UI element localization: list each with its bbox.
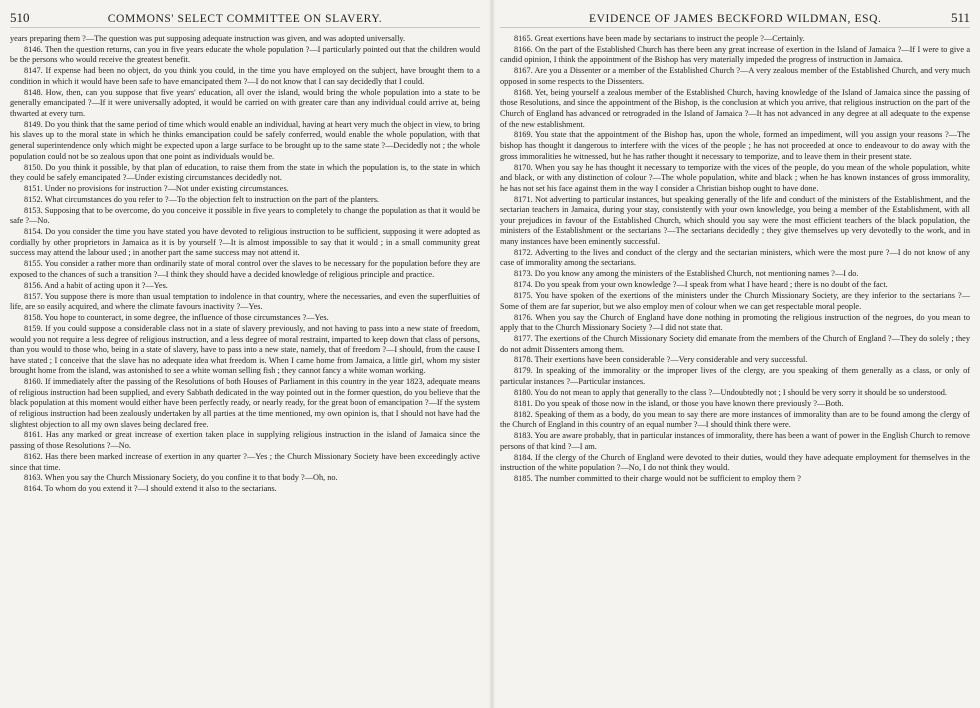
paragraph: 8179. In speaking of the immorality or the improper lives of the clergy, are you speaking of them generally as a class, or only of particular instances ?—Particular instances.	[500, 366, 970, 386]
right-page	[500, 10, 970, 704]
right-running-title: EVIDENCE OF JAMES BECKFORD WILDMAN, ESQ.	[589, 13, 882, 25]
paragraph: 8181. Do you speak of those now in the island, or those you have known there previously ?—Both.	[514, 398, 844, 408]
paragraph: 8151. Under no provisions for instruction ?—Not under existing circumstances.	[24, 184, 289, 193]
paragraph: 8150. Do you think it possible, by that plan of education, to raise them from the state in which the population is, to the state in which they could be safely emancipated ?—Under existing circumstances decidedly not.	[10, 162, 480, 183]
paragraph: 8159. If you could suppose a considerable class not in a state of slavery previously, and not having to pass into a new state of freedom, would you not require a less degree of religious instruction, and a less degree of moral restraint, imparted to keep down that class of persons, than you would to those who, being in a state of slavery, have to pass into a new state, namely, that of freedom ?—I should, from the cause I have stated ; I conceive that the slave has no adequate idea what freedom is. When I came home from Jamaica, a little girl, whom my sister brought home from the island, was astonished to see a white woman selling fish ; they cannot fancy a white woman working.	[10, 324, 480, 376]
left-page	[10, 10, 480, 704]
paragraph: 8165. Great exertions have been made by sectarians to instruct the people ?—Certainly.	[514, 34, 805, 43]
paragraph: 8172. Adverting to the lives and conduct of the clergy and the sectarian ministers, which were the most pure ?—I do not know of any case of immorality among the sectarians.	[500, 247, 970, 268]
right-running-head	[500, 10, 970, 28]
paragraph: 8184. If the clergy of the Church of England were devoted to their duties, would they have adequate employment for themselves in the instruction of the white population ?—No, I do not think they would.	[500, 452, 970, 473]
paragraph: 8146. Then the question returns, can you in five years educate the whole population ?—I particularly pointed out that the children would be the persons who would receive the greatest benefit.	[10, 44, 480, 65]
paragraph: 8178. Their exertions have been considerable ?—Very considerable and very successful.	[514, 355, 808, 365]
paragraph: 8166. On the part of the Established Church has there been any great increase of exertion in the Island of Jamaica ?—If I were to give a candid opinion, I think the appointment of the Bishop has very materially impeded the progress of instruction in Jamaica.	[500, 44, 970, 65]
paragraph: 8162. Has there been marked increase of exertion in any quarter ?—Yes ; the Church Missionary Society have been exceedingly active since that time.	[10, 451, 480, 472]
paragraph: 8148. How, then, can you suppose that five years' education, all over the island, would bring the whole population into a state to be generally emancipated ?—If it were universally adopted, it would be carried on with greater care than any individual could arrive at, being thwarted at every turn.	[10, 87, 480, 118]
paragraph: 8171. Not adverting to particular instances, but speaking generally of the life and conduct of the ministers of the Establishment, and the sectarian teachers in Jamaica, during your stay, consistently with your own knowledge, you being a member of the Establishment, with all your prejudices in favour of the Established Church, which should you say were the most efficient teachers of the black population, the ministers of the Establishment or the sectarians ?—The sectarians decidedly ; they give themselves up very devotedly to the work, and in many instances have been eminently successful.	[500, 194, 970, 246]
paragraph: 8156. And a habit of acting upon it ?—Yes.	[24, 280, 168, 290]
paragraph: 8158. You hope to counteract, in some degree, the influence of those circumstances ?—Yes.	[24, 313, 329, 323]
paragraph: 8177. The exertions of the Church Missionary Society did emanate from the members of the Church of England ?—They do solely ; they do not admit Dissenters among them.	[500, 334, 970, 354]
paragraph: 8163. When you say the Church Missionary Society, do you confine it to that body ?—Oh, no.	[24, 473, 338, 483]
paragraph: 8161. Has any marked or great increase of exertion taken place in supplying religious instruction in the island of Jamaica since the passing of those Resolutions ?—No.	[10, 430, 480, 451]
paragraph: 8153. Supposing that to be overcome, do you conceive it possible in five years to completely to change the population as that it would be safe ?—No.	[10, 205, 480, 226]
left-running-title: COMMONS' SELECT COMMITTEE ON SLAVERY.	[107, 13, 383, 25]
paragraph: 8147. If expense had been no object, do you think you could, in the time you have employed on the subject, have brought them to a condition in which it would have been safe to have emancipated them ?—I do not know that I can say decidedly that I could.	[10, 66, 480, 86]
paragraph: 8157. You suppose there is more than usual temptation to indolence in that country, where the necessaries, and even the superfluities of life, are so easily acquired, and where the climate favours inactivity ?—Yes.	[10, 291, 480, 312]
paragraph: 8164. To whom do you extend it ?—I should extend it also to the sectarians.	[24, 484, 277, 494]
right-page-number: 511	[950, 10, 970, 25]
right-page-body	[500, 34, 970, 485]
page-gutter	[489, 0, 495, 708]
paragraph: 8185. The number committed to their charge would not be sufficient to employ them ?	[514, 474, 801, 484]
paragraph: 8149. Do you think that the same period of time which would enable an individual, having at heart very much the object in view, to bring his slaves up to the moral state in which he thinks emancipation could be safely conferred, would enable the whole population, with that general superintendence only which might be expected upon a large surface to be brought up to the same state ?—Decidedly not ; the whole population could not be so zealous upon that one point as individuals would be.	[10, 119, 480, 161]
paragraph: 8168. Yet, being yourself a zealous member of the Established Church, having knowledge of the Island of Jamaica since the passing of those Resolutions, and since the appointment of the Bishop, is the conclusion at which you arrive, that religious instruction on the part of the Church of England has advanced or retrograded in the Island of Jamaica ?—It has not advanced in any degree at all adequate to the expense of the new establishment.	[500, 87, 970, 129]
paragraph: 8154. Do you consider the time you have stated you have devoted to religious instruction to be sufficient, supposing it were adopted as cordially by other proprietors in Jamaica as it is by yourself ?—It is almost impossible to say that it would ; in a small community great success may attend the labour used ; in another part the same success may not attend it.	[10, 227, 480, 258]
paragraph: 8174. Do you speak from your own knowledge ?—I speak from what I have heard ; there is no doubt of the fact.	[514, 280, 888, 290]
left-page-body	[10, 34, 480, 495]
paragraph: 8170. When you say he has thought it necessary to temporize with the vices of the people, do you mean of the whole population, white and black, or with any distinction of colour ?—The whole population, white and black ; when he has known instances of gross immorality, he has not set his face against them in the way I consider a Christian bishop ought to have done.	[500, 162, 970, 193]
paragraph: 8182. Speaking of them as a body, do you mean to say there are more instances of immorality than are to be found among the clergy of the Church of England in this country of an equal number ?—I should think there were.	[500, 409, 970, 430]
paragraph: 8155. You consider a rather more than ordinarily state of moral control over the slaves to be necessary for the population before they are exposed to the chances of such a transition ?—I think they should have a decided knowledge of religious principle and practice.	[10, 259, 480, 279]
paragraph: 8169. You state that the appointment of the Bishop has, upon the whole, formed an impediment, will you assign your reasons ?—The bishop has thought it dangerous to interfere with the vices of the people ; he has not proceeded at once to endeavour to do away with the gross immoralities he witnessed, but he has rather thought it necessary to temporize, and to leave them in their present state.	[500, 130, 970, 161]
paragraph: years preparing them ?—The question was put supposing adequate instruction was given, and was adopted universally.	[10, 34, 406, 43]
paragraph: 8180. You do not mean to apply that generally to the class ?—Undoubtedly not ; I should be very sorry it should be so understood.	[514, 387, 947, 397]
paragraph: 8175. You have spoken of the exertions of the ministers under the Church Missionary Society, are they inferior to the sectarians ?—Some of them are far superior, but we also employ men of colour when we can get respectable moral people.	[500, 291, 970, 311]
left-running-head	[10, 10, 480, 28]
paragraph: 8176. When you say the Church of England have done nothing in promoting the religious instruction of the negroes, do you mean to apply that to the Church Missionary Society ?—I did not state that.	[500, 312, 970, 333]
paragraph: 8160. If immediately after the passing of the Resolutions of both Houses of Parliament in this country in the year 1823, adequate means of religious instruction had been supplied, and every Sabbath dedicated in the way pointed out in the former question, do you believe that the black population at this moment would either have been perfectly ready, or nearly ready, for the great boon of emancipation ?—If the system of religious instruction had been zealously undertaken by all parties at the time mentioned, my own opinion is, that I should not have had the slightest objection to all my own slaves being declared free.	[10, 377, 480, 429]
left-page-number: 510	[10, 10, 30, 25]
paragraph: 8167. Are you a Dissenter or a member of the Established Church ?—A very zealous member of the Established Church, and very much opposed in some respects to the Dissenters.	[500, 66, 970, 86]
paragraph: 8173. Do you know any among the ministers of the Established Church, not mentioning names ?—I do.	[514, 269, 859, 279]
paragraph: 8183. You are aware probably, that in particular instances of immorality, there has been a want of power in the English Church to remove persons of that kind ?—I am.	[500, 431, 970, 451]
paragraph: 8152. What circumstances do you refer to ?—To the objection felt to instruction on the part of the planters.	[24, 194, 380, 204]
